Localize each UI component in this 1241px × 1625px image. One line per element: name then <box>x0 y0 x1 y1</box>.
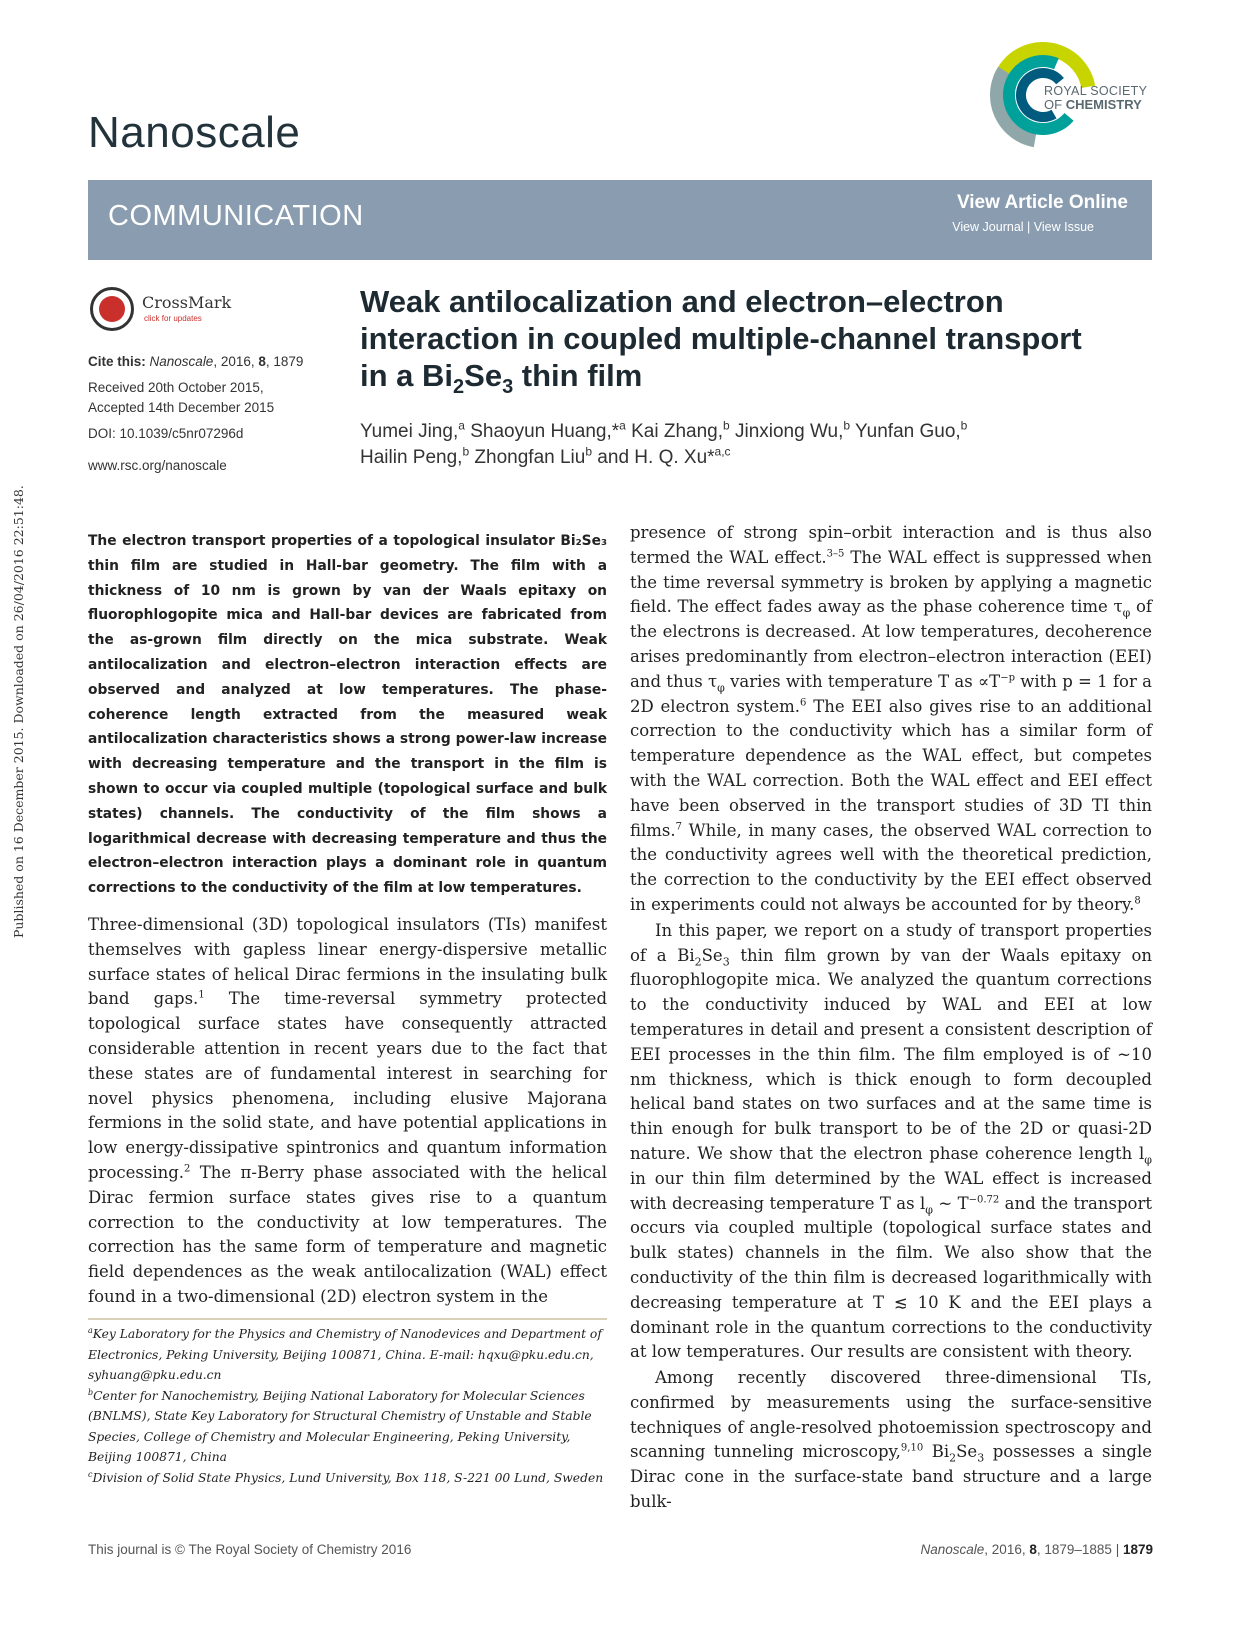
body-text: The WAL effect is suppressed when the time reversal symmetry is broken by applying a magnetic field. The effect fades away as the phase coherence time τ <box>630 547 1152 617</box>
aff-mark: b <box>88 1387 94 1397</box>
side-note <box>7 458 27 938</box>
intro-text: The time-reversal symmetry protected topological surface states have consequently attracted considerable attention in recent years due to the fact that these states are of fundamental interest in searching for novel physics phenomena, including elusive Majorana fermions in the solid state, and have potential applications in low energy-dissipative spintronics and quantum information processing. <box>88 989 608 1182</box>
title-line-3 <box>360 357 1160 399</box>
ref[interactable]: 2 <box>184 1163 191 1175</box>
superscript: −p <box>1000 672 1015 684</box>
body-text: of the electrons is decreased. At low temperatures, decoherence arises predominantly from electron–electron interaction (EEI) and thus τ <box>630 597 1152 691</box>
body-text: ~ T <box>932 1193 969 1213</box>
body-text: varies with temperature T as ∝T <box>724 671 1001 691</box>
aff-mark: a <box>88 1325 93 1335</box>
rsc-logo <box>988 40 1158 150</box>
right-column <box>630 521 1152 1515</box>
body-text: Bi <box>923 1442 950 1462</box>
cite-this <box>88 352 303 372</box>
title-bi: in a Bi <box>360 358 454 393</box>
author-aff: b <box>462 444 470 459</box>
title-suffix: thin film <box>513 358 643 393</box>
body-text: While, in many cases, the observed WAL correction to the conductivity agrees well with the theoretical prediction, the correction to the conductivity by the EEI effect observed in experiments could not always be accounted for by theory. <box>630 820 1152 914</box>
cite-journal: Nanoscale <box>149 354 214 369</box>
body-paragraph <box>630 919 1152 1365</box>
subscript: φ <box>1144 1153 1152 1167</box>
author[interactable]: Kai Zhang, <box>625 421 724 442</box>
author-aff: a <box>619 418 626 433</box>
footer-year: , 2016, <box>984 1542 1030 1557</box>
author-aff: a,c <box>714 444 731 459</box>
footer-copyright: This journal is © The Royal Society of Chemistry 2016 <box>88 1542 412 1557</box>
author[interactable]: Zhongfan Liu <box>469 447 586 468</box>
subscript: φ <box>717 681 725 695</box>
body-text: presence of strong spin–orbit interaction and is thus also termed the WAL effect. <box>630 523 1152 567</box>
intro-text: Three-dimensional (3D) topological insulators (TIs) manifest themselves with gapless linear energy-dispersive metallic surface states of helical Dirac fermions in the insulating bulk band gaps. <box>88 915 607 1009</box>
affiliation-a <box>88 1324 607 1386</box>
crossmark-button[interactable] <box>90 287 232 337</box>
received-date: Received 20th October 2015, <box>88 380 264 395</box>
subscript: 3 <box>977 1451 985 1465</box>
abstract: The electron transport properties of a topological insulator Bi₂Se₃ thin film are studied in Hall-bar geometry. The film with a thickness of 10 nm is grown by van der Waals epitaxy on fluorophlogopite mica and Hall-bar devices are fabricated from the as-grown film directly on the mica substrate. Weak antilocalization and electron–electron interaction effects are observed and analyzed at low temperatures. The phase-coherence length extracted from the measured weak antilocalization characteristics shows a strong power-law increase with decreasing temperature and the transport in the film is shown to occur via coupled multiple (topological surface and bulk states) channels. The conductivity of the film shows a logarithmical decrease with decreasing temperature and thus the electron–electron interaction plays a dominant role in quantum corrections to the conductivity of the film at low temperatures. <box>88 533 607 897</box>
author[interactable]: Yumei Jing, <box>360 421 459 442</box>
rsc-line1: ROYAL SOCIETY <box>1044 84 1148 98</box>
footer-separator: | <box>1111 1542 1123 1557</box>
body-text: Among recently discovered three-dimensional TIs, confirmed by measurements using the surface-sensitive techniques of angle-resolved photoemission spectroscopy and scanning tunneling microscopy, <box>630 1368 1152 1462</box>
title-se: Se <box>464 358 503 393</box>
subscript: 3 <box>722 954 730 968</box>
author-aff: a <box>458 418 465 433</box>
body-text: Se <box>956 1442 978 1462</box>
affiliation-b <box>88 1386 607 1468</box>
page-number: 1879 <box>1122 1542 1153 1557</box>
ref[interactable]: 7 <box>675 821 683 833</box>
crossmark-icon <box>90 287 134 331</box>
footer-volume: 8 <box>1029 1542 1037 1557</box>
aff-text: Center for Nanochemistry, Beijing National Laboratory for Molecular Sciences (BNLMS), State Key Laboratory for Structural Chemistry of Unstable and Stable Species, College of Chemistry and Molecular Engineering, Peking University, Beijing 100871, China <box>88 1388 592 1464</box>
cite-label: Cite this: <box>88 354 146 369</box>
body-text: Se <box>701 945 723 965</box>
author[interactable]: and H. Q. Xu* <box>592 447 715 468</box>
author-list <box>360 419 1160 471</box>
title-line-2: interaction in coupled multiple-channel transport <box>360 321 1082 356</box>
cite-year: , 2016, <box>213 354 259 369</box>
superscript: −0.72 <box>968 1194 1000 1206</box>
view-issue-link[interactable]: View Issue <box>1033 220 1094 234</box>
affiliation-c <box>88 1468 607 1489</box>
body-paragraph <box>630 1366 1152 1515</box>
cite-volume: 8 <box>258 354 266 369</box>
view-journal-link[interactable]: View Journal <box>952 220 1024 234</box>
rsc-wordmark <box>1044 84 1147 112</box>
author[interactable]: Yunfan Guo, <box>850 421 961 442</box>
body-text: with p = 1 for a 2D electron system. <box>630 671 1153 716</box>
article-type: COMMUNICATION <box>108 200 364 232</box>
affiliations <box>88 1324 607 1488</box>
author[interactable]: Hailin Peng, <box>360 447 463 468</box>
title-sub-3: 3 <box>502 376 514 399</box>
author-aff: b <box>585 444 593 459</box>
author[interactable]: Jinxiong Wu, <box>729 421 844 442</box>
view-article-online-link[interactable]: View Article Online <box>956 192 1128 213</box>
author-aff: b <box>723 418 730 433</box>
accepted-date: Accepted 14th December 2015 <box>88 400 275 415</box>
title-line-1: Weak antilocalization and electron–electron <box>360 284 1004 319</box>
body-text: In this paper, we report on a study of transport properties of a Bi <box>630 920 1152 965</box>
author-aff: b <box>960 418 968 433</box>
journal-url[interactable]: www.rsc.org/nanoscale <box>88 458 227 473</box>
view-links <box>952 220 1094 234</box>
footer-journal: Nanoscale <box>920 1542 985 1557</box>
doi[interactable]: DOI: 10.1039/c5nr07296d <box>88 426 244 441</box>
title-sub-2: 2 <box>453 376 465 399</box>
body-text: in our thin film determined by the WAL effect is increased with decreasing temperature T as l <box>630 1168 1152 1213</box>
ref[interactable]: 9,10 <box>900 1442 924 1454</box>
subscript: φ <box>1122 606 1131 620</box>
subscript: 2 <box>949 1451 957 1465</box>
body-text: thin film grown by van der Waals epitaxy on fluorophlogopite mica. We analyzed the quantum corrections to the conductivity induced by WAL and EEI at low temperatures in detail and present a consistent description of EEI processes in the thin film. The film employed is of ~10 nm thickness, which is thick enough to form decoupled helical band states on two surfaces and at the same time is thin enough for bulk transport to be of the 2D or quasi-2D nature. We show that the electron phase coherence length l <box>630 945 1153 1163</box>
cite-page: , 1879 <box>265 354 304 369</box>
publication-download-stamp: Published on 16 December 2015. Downloaded on 26/04/2016 22:51:48. <box>11 485 26 938</box>
body-text: The EEI also gives rise to an additional correction to the conductivity which has a similar form of temperature dependence as the WAL effect, but competes with the WAL correction. Both the WAL effect and EEI effect have been observed in the transport studies of 3D TI thin films. <box>630 696 1152 840</box>
journal-title: Nanoscale <box>88 108 301 157</box>
intro-paragraph <box>88 913 607 1310</box>
article-title <box>360 283 1160 399</box>
subscript: 2 <box>694 954 702 968</box>
aff-mark: c <box>88 1469 93 1479</box>
intro-text: The π-Berry phase associated with the helical Dirac fermion surface states gives rise to a quantum correction to the conductivity at low temperatures. The correction has the same form of temperature and magnetic field dependences as the weak antilocalization (WAL) effect found in a two-dimensional (2D) electron system in the <box>88 1162 607 1306</box>
footer-citation <box>921 1542 1154 1557</box>
body-text: and the transport occurs via coupled multiple (topological surface states and bulk states) channels in the film. We also show that the conductivity of the thin film is decreased logarithmically with decreasing temperature at T ≲ 10 K and the EEI plays a dominant role in the quantum corrections to the conductivity at low temperatures. Our results are consistent with theory. <box>630 1193 1152 1362</box>
body-text: possesses a single Dirac cone in the surface-state band structure and a large bulk- <box>630 1442 1152 1512</box>
article-type-banner <box>88 180 1152 260</box>
subscript: φ <box>925 1202 933 1216</box>
aff-text: Division of Solid State Physics, Lund University, Box 118, S-221 00 Lund, Sweden <box>92 1470 604 1485</box>
rsc-line2: CHEMISTRY <box>1065 97 1142 112</box>
body-paragraph <box>630 521 1152 918</box>
crossmark-sub: click for updates <box>144 314 202 323</box>
ref[interactable]: 1 <box>198 989 205 1001</box>
footnote-divider <box>88 1318 607 1320</box>
link-separator: | <box>1027 220 1031 234</box>
author-aff: b <box>843 418 851 433</box>
author[interactable]: Shaoyun Huang,* <box>464 421 620 442</box>
footer-pages: , 1879–1885 <box>1036 1542 1112 1557</box>
ref[interactable]: 3–5 <box>826 548 845 560</box>
aff-text: Key Laboratory for the Physics and Chemistry of Nanodevices and Department of Electronics, Peking University, Beijing 100871, China. E-mail: hqxu@pku.edu.cn, syhuang@pku.edu.cn <box>88 1327 602 1382</box>
rsc-of: OF <box>1044 97 1063 112</box>
ref[interactable]: 6 <box>800 697 807 709</box>
crossmark-label: CrossMark <box>142 293 232 312</box>
ref[interactable]: 8 <box>1134 895 1141 907</box>
